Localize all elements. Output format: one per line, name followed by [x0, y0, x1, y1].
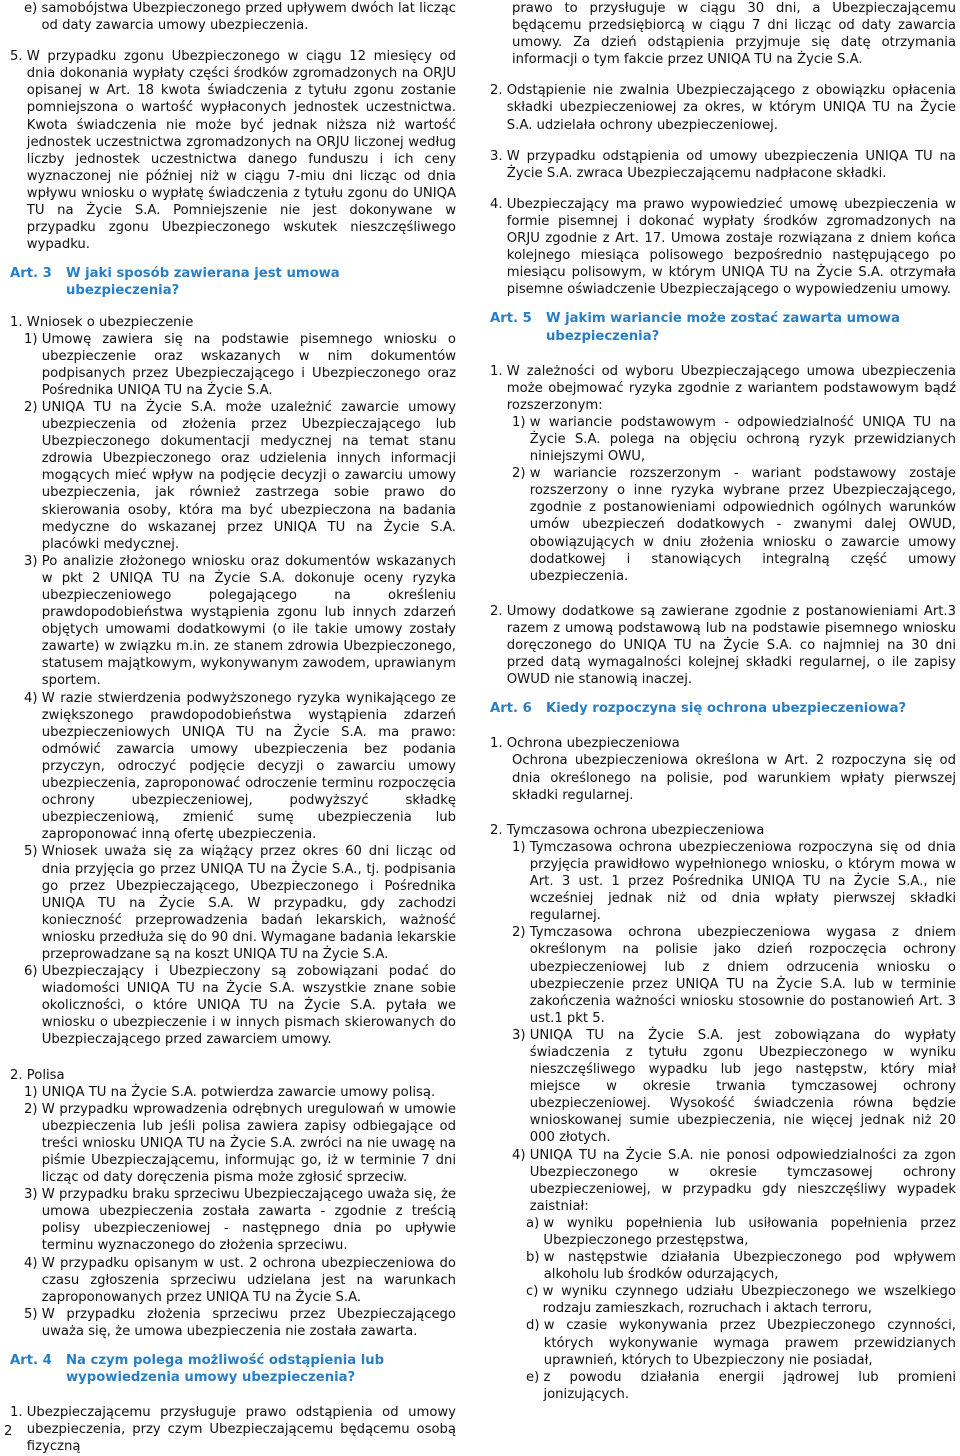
art6-section-2-items [490, 839, 956, 1403]
item-text: Umowę zawiera się na podstawie pisemnego wniosku o ubezpieczenie oraz wskazanych w nim dokumentów podpisanych przez Ubezpieczającego i Ubezpieczonego oraz Pośrednika UNIQA TU na Życie S.A. [41, 331, 456, 398]
left-column [10, 0, 456, 1456]
item-text: Ubezpieczający i Ubezpieczony są zobowiązani podać do wiadomości UNIQA TU na Życie S.A. wszystkie znane sobie okoliczności, o które UNIQA TU na Życie S.A. pytała we wniosku o ubezpieczenie i w innych pismach skierowanych do Ubezpieczającego przed zawarciem umowy. [41, 964, 456, 1048]
item-text: Odstąpienie nie zwalnia Ubezpieczającego z obowiązku opłacenia składki ubezpieczeniowej za okres, w którym UNIQA TU na Życie S.A. udzielała ochrony ubezpieczeniowej. [506, 83, 956, 133]
item-number: 3) [24, 1187, 42, 1203]
list-item [526, 1317, 956, 1368]
item-number: 3. [490, 148, 507, 164]
item-number: 3) [512, 1027, 530, 1043]
section-title: Polisa [26, 1067, 65, 1083]
item-number: 5. [10, 49, 27, 65]
item-text: W przypadku opisanym w ust. 2 ochrona ubezpieczeniowa do czasu zgłoszenia sprzeciwu udzielana jest na warunkach zaproponowanych przez UNIQA TU na Życie S.A. [41, 1255, 456, 1305]
item-text: W przypadku zgonu Ubezpieczonego w ciągu 12 miesięcy od dnia dokonania wypłaty części środków zgromadzonych na ORJU opisanej w Art. 18 kwota świadczenia z tytułu zgonu zostanie pomniejszona o wartość wypłaconych jednostek uczestnictwa. Kwota świadczenia nie może być jednak niższa niż wartość jednostek uczestnictwa zgromadzonych na ORJU liczonej według liczby jednostek uczestnictwa danego funduszu i ich ceny wyznaczonej nie później niż w ciągu 7-miu dni licząc od dnia wpływu wniosku o wypłatę świadczenia z tytułu zgonu do UNIQA TU na Życie S.A. Pomniejszenie nie jest dokonywane w przypadku zgonu Ubezpieczonego wskutek nieszczęśliwego wypadku. [26, 49, 456, 253]
section-1-items [10, 331, 456, 1049]
list-item [512, 414, 956, 465]
list-item [490, 196, 956, 299]
list-item [512, 1027, 956, 1147]
paragraph-e [10, 0, 456, 34]
item-number: 2. [490, 83, 507, 99]
section-heading [490, 822, 956, 839]
list-item [526, 1369, 956, 1403]
right-column [490, 0, 956, 1403]
continued-paragraph: prawo to przysługuje w ciągu 30 dni, a Ubezpieczającemu będącemu przedsiębiorcą w ciągu 7 dni licząc od daty zawarcia umowy. Za dzień odstąpienia przyjmuje się datę otrzymania informacji o tym fakcie przez UNIQA TU na Życie S.A. [512, 1, 956, 68]
list-item [512, 924, 956, 1027]
item-text: Wniosek uważa się za wiążący przez okres 60 dni licząc od dnia przyjęcia go przez UNIQA TU na Życie S.A., tj. podpisania go przez Ubezpieczającego, Ubezpieczonego i Pośrednika UNIQA TU na Życie S.A. W przypadku, gdy zachodzi konieczność przeprowadzenia badań lekarskich, ważność wniosku przedłuża się do 90 dni. Wymagane badania lekarskie przeprowadzane są na koszt UNIQA TU na Życie S.A. [41, 844, 456, 962]
section-heading [10, 1067, 456, 1084]
paragraph-art4-1 [10, 1404, 456, 1455]
paragraph-art5-1 [490, 363, 956, 414]
item-text: W razie stwierdzenia podwyższonego ryzyka wynikającego ze zwiększonego prawdopodobieństwa wystąpienia zdarzeń ubezpieczeniowych UNIQA TU na Życie S.A. ma prawo: odmówić zawarcia umowy ubezpieczenia bez podania przyczyn, odroczyć podjęcie decyzji o zawarciu umowy ubezpieczenia, zaproponować odroczenie terminu rozpoczęcia ochrony ubezpieczeniowej, podwyższyć składkę ubezpieczeniową, zmienić sumę ubezpieczenia lub zaproponować inną ofertę ubezpieczenia. [41, 690, 456, 843]
item-number: e) [24, 1, 42, 16]
item-number: 1. [10, 1405, 27, 1421]
article-title: Na czym polega możliwość odstąpienia lub wypowiedzenia umowy ubezpieczenia? [66, 1353, 385, 1386]
item-text: W zależności od wyboru Ubezpieczającego umowa ubezpieczenia może obejmować ryzyka zgodnie z wariantem podstawowym bądź rozszerzonym: [506, 363, 956, 413]
list-item [526, 1215, 956, 1249]
item-number: d) [526, 1318, 544, 1334]
item-number: e) [526, 1369, 544, 1385]
list-item [24, 1306, 456, 1340]
item-text: Po analizie złożonego wniosku oraz dokumentów wskazanych w pkt 2 UNIQA TU na Życie S.A. dokonuje oceny ryzyka ubezpieczeniowego polegającego na określeniu prawdopodobieństwa wystąpienia zgonu lub innych zdarzeń objętych umowami dodatkowymi (o ile takie umowy zostały zawarte) w związku m.in. ze stanem zdrowia Ubezpieczonego, statusem majątkowym, wykonywanym zawodem, uprawianym sportem. [41, 553, 456, 689]
item-number: 5) [24, 1306, 42, 1322]
article-number: Art. 5 [490, 311, 532, 327]
section-number: 2. [490, 822, 507, 838]
item-text: UNIQA TU na Życie S.A. potwierdza zawarcie umowy polisą. [41, 1084, 436, 1100]
list-item [24, 843, 456, 963]
list-item [24, 399, 456, 553]
art5-variant-list [490, 414, 956, 585]
section-2-items [10, 1084, 456, 1340]
article-3-heading [10, 265, 456, 299]
item-number: 1) [512, 839, 530, 855]
item-text: w czasie wykonywania przez Ubezpieczonego czynności, których wykonywanie wymaga prawem przewidzianych uprawnień, których to Ubezpieczony nie posiadał, [543, 1318, 956, 1368]
item-number: 4) [24, 1255, 42, 1271]
article-title: W jakim wariancie może zostać zawarta umowa ubezpieczenia? [546, 311, 900, 344]
item-text: Umowy dodatkowe są zawierane zgodnie z postanowieniami Art.3 razem z umową podstawową lub na podstawie pisemnego wniosku doręczonego do UNIQA TU na Życie S.A. co najmniej na 30 dni przed datą wymagalności kolejnej składki regularnej, o ile zapisy OWUD nie stanowią inaczej. [506, 603, 956, 688]
item-text: Ubezpieczającemu przysługuje prawo odstąpienia od umowy ubezpieczenia, przy czym Ubezpieczającemu będącemu osobą fizyczną [26, 1405, 456, 1455]
item-text: w wariancie podstawowym - odpowiedzialność UNIQA TU na Życie S.A. polega na objęciu ochroną ryzyk przewidzianych niniejszymi OWU, [529, 414, 956, 465]
list-item [526, 1283, 956, 1317]
list-item [24, 963, 456, 1048]
item-text: W przypadku wprowadzenia odrębnych uregulowań w umowie ubezpieczenia lub jeśli polisa zawiera zapisy odbiegające od treści wniosku UNIQA TU na Życie S.A. zwróci na nie uwagę na piśmie Ubezpieczającemu, informując go, iż w terminie 7 dni licząc od daty doręczenia pisma może zgłosić sprzeciw. [41, 1101, 456, 1186]
list-item [24, 690, 456, 844]
item-number: 2) [512, 925, 530, 941]
list-item [512, 1147, 956, 1215]
section-title: Wniosek o ubezpieczenie [26, 314, 194, 330]
list-item [24, 1101, 456, 1186]
item-number: 2) [512, 466, 530, 482]
item-text: w następstwie działania Ubezpieczonego pod wpływem alkoholu lub środków odurzających, [543, 1250, 956, 1283]
item-text: samobójstwa Ubezpieczonego przed upływem dwóch lat licząc od daty zawarcia umowy ubezpieczenia. [41, 1, 456, 34]
item-number: b) [526, 1250, 544, 1266]
item-number: c) [526, 1284, 543, 1300]
item-number: 4. [490, 196, 507, 212]
item-text: w wyniku popełnienia lub usiłowania popełnienia przez Ubezpieczonego przestępstwa, [543, 1215, 956, 1248]
article-5-heading [490, 310, 956, 344]
list-item [526, 1249, 956, 1283]
item-text: w wariancie rozszerzonym - wariant podstawowy zostaje rozszerzony o inne ryzyka wybrane przez Ubezpieczającego, zgodnie z postanowieniami odpowiednich ogólnych warunków umów ubezpieczeń dodatkowych - zwanymi dalej OWUD, obowiązujących w dniu złożenia wniosku o zawarcie umowy dodatkowej i stanowiących integralną część umowy ubezpieczenia. [529, 466, 956, 584]
list-item [512, 465, 956, 585]
article-number: Art. 6 [490, 701, 532, 717]
list-item [24, 1186, 456, 1254]
item-text: z powodu działania energii jądrowej lub promieni jonizujących. [543, 1369, 956, 1402]
article-4-heading [10, 1352, 456, 1386]
list-item [512, 839, 956, 924]
item-number: 1. [490, 363, 507, 379]
item-text: W przypadku złożenia sprzeciwu przez Ubezpieczającego uważa się, że umowa ubezpieczenia nie została zawarta. [41, 1306, 456, 1339]
item-text: Tymczasowa ochrona ubezpieczeniowa rozpoczyna się od dnia przyjęcia prawidłowo wypełnionego wniosku, o którym mowa w Art. 3 ust. 1 przez Pośrednika UNIQA TU na Życie S.A., nie wcześniej jednak niż od dnia wpłaty pierwszej składki regularnej. [529, 839, 956, 924]
exclusion-sublist [512, 1215, 956, 1403]
section-text: Ochrona ubezpieczeniowa określona w Art. 2 rozpoczyna się od dnia określonego na polisie, pod warunkiem wpłaty pierwszej składki regularnej. [512, 753, 956, 803]
item-text: UNIQA TU na Życie S.A. jest zobowiązana do wypłaty świadczenia z tytułu zgonu Ubezpieczonego w wyniku nieszczęśliwego wypadku lub jego następstw, który miał miejsce w okresie trwania tymczasowej ochrony ubezpieczeniowej. Wysokość świadczenia równa będzie wnioskowanej sumie ubezpieczenia, nie więcej jednak niż 20 000 złotych. [529, 1027, 956, 1146]
item-text: w wyniku czynnego udziału Ubezpieczonego we wszelkiego rodzaju zamieszkach, rozruchach i aktach terroru, [542, 1284, 956, 1317]
item-number: 2) [24, 399, 42, 415]
item-number: a) [526, 1215, 544, 1231]
list-item [24, 331, 456, 399]
article-title: W jaki sposób zawierana jest umowa ubezpieczenia? [66, 266, 340, 299]
item-number: 2. [490, 603, 507, 619]
item-text: Ubezpieczający ma prawo wypowiedzieć umowę ubezpieczenia w formie pisemnej i dokonać wypłaty środków zgromadzonych na ORJU zgodnie z Art. 17. Umowa zostaje rozwiązana z dniem końca kolejnego miesiąca polisowego bezpośrednio następującego po miesiącu polisowym, w którym UNIQA TU na Życie S.A. otrzymała pisemne oświadczenie Ubezpieczającego o wypowiedzeniu umowy. [506, 196, 956, 298]
section-number: 1. [490, 736, 507, 752]
section-number: 1. [10, 314, 27, 330]
section-heading [10, 314, 456, 331]
item-number: 2) [24, 1101, 42, 1117]
article-title: Kiedy rozpoczyna się ochrona ubezpieczeniowa? [546, 701, 907, 717]
article-number: Art. 4 [10, 1353, 52, 1369]
item-number: 1) [512, 414, 530, 430]
section-title: Ochrona ubezpieczeniowa [506, 736, 680, 752]
article-6-heading [490, 700, 956, 717]
list-item [490, 148, 956, 182]
section-title: Tymczasowa ochrona ubezpieczeniowa [506, 822, 765, 838]
item-text: UNIQA TU na Życie S.A. nie ponosi odpowiedzialności za zgon Ubezpieczonego w okresie tymczasowej ochrony ubezpieczeniowej, w przypadku gdy nieszczęśliwy wypadek zaistniał: [529, 1147, 956, 1214]
section-number: 2. [10, 1067, 27, 1083]
page-number: 2 [4, 1424, 13, 1439]
list-item [490, 82, 956, 133]
item-number: 4) [512, 1147, 530, 1163]
item-number: 1) [24, 331, 42, 347]
item-number: 5) [24, 844, 42, 860]
item-number: 6) [24, 964, 42, 980]
item-number: 4) [24, 690, 42, 706]
list-item [24, 553, 456, 690]
section-heading [490, 735, 956, 752]
item-number: 3) [24, 553, 42, 569]
item-number: 1) [24, 1084, 42, 1100]
list-item [24, 1084, 456, 1101]
paragraph-art5-2 [490, 603, 956, 688]
paragraph-5 [10, 48, 456, 253]
item-text: UNIQA TU na Życie S.A. może uzależnić zawarcie umowy ubezpieczenia od złożenia przez Ubezpieczającego lub Ubezpieczonego dokumentacji medycznej na temat stanu zdrowia Ubezpieczonego oraz udzielenia innych informacji mogących mieć wpływ na podjęcie decyzji o zawarciu umowy ubezpieczenia, jak również zastrzega sobie prawo do skierowania osoby, która ma być ubezpieczona na badania medyczne do wskazanej przez UNIQA TU na Życie S.A. placówki medycznej. [41, 399, 456, 552]
item-text: W przypadku odstąpienia od umowy ubezpieczenia UNIQA TU na Życie S.A. zwraca Ubezpieczającemu nadpłacone składki. [506, 148, 956, 181]
item-text: W przypadku braku sprzeciwu Ubezpieczającego uważa się, że umowa ubezpieczenia została zawarta - zgodnie z treścią polisy ubezpieczeniowej - następnego dnia po upływie terminu wyznaczonego do złożenia sprzeciwu. [41, 1187, 456, 1254]
item-text: Tymczasowa ochrona ubezpieczeniowa wygasa z dniem określonym na polisie jako dzień rozpoczęcia ochrony ubezpieczeniowej lub z dniem odrzucenia wniosku o ubezpieczenie przez UNIQA TU na Życie S.A. lub w terminie zakończenia ważności wniosku stosownie do postanowień Art. 3 ust.1 pkt 5. [529, 925, 956, 1026]
article-number: Art. 3 [10, 266, 52, 282]
list-item [24, 1255, 456, 1306]
